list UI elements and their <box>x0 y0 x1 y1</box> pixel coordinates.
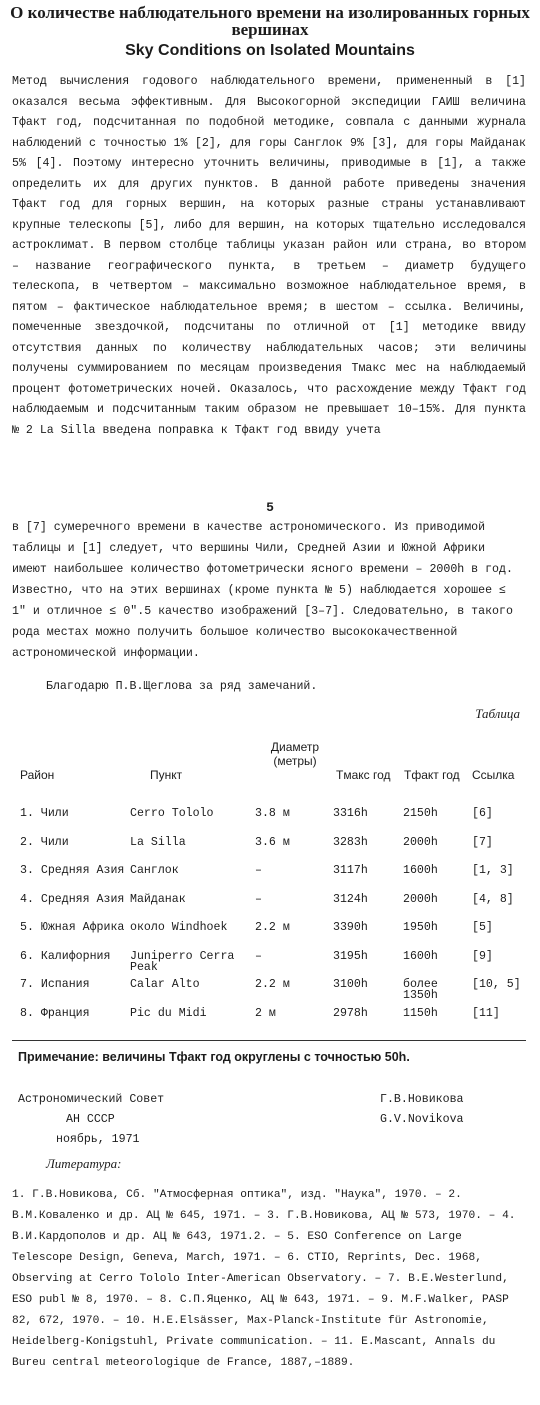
cell-point: Juniperro Cerra Peak <box>130 949 235 974</box>
cell-point: Майданак <box>130 892 186 906</box>
cell-tfact: 1950h <box>403 921 438 934</box>
signature-name-en: G.V.Novikova <box>380 1113 464 1126</box>
cell-region: 6. Калифорния <box>20 949 111 963</box>
header-point: Пункт <box>150 768 183 782</box>
cell-point: Pic du Midi <box>130 1006 207 1020</box>
cell-diameter: – <box>255 892 262 906</box>
header-tmax: Tмакс год <box>336 768 391 782</box>
cell-region: 2. Чили <box>20 835 69 849</box>
cell-tmax: 3117h <box>333 864 368 877</box>
cell-tfact: 1150h <box>403 1006 438 1020</box>
cell-tmax: 3390h <box>333 921 368 934</box>
cell-diameter: 2 м <box>255 1006 276 1020</box>
cell-tfact: 1600h <box>403 864 438 877</box>
cell-ref: [6] <box>472 807 493 820</box>
cell-tfact: 2150h <box>403 807 438 820</box>
signature-org1: Астрономический Совет <box>18 1093 165 1106</box>
cell-diameter: 3.8 м <box>255 807 290 820</box>
cell-ref: [11] <box>472 1006 500 1020</box>
cell-region: 8. Франция <box>20 1006 90 1020</box>
cell-ref: [7] <box>472 835 493 849</box>
cell-point: La Silla <box>130 835 186 849</box>
cell-diameter: – <box>255 949 262 963</box>
cell-point: Calar Alto <box>130 978 200 991</box>
cell-region: 4. Средняя Азия <box>20 892 125 906</box>
cell-ref: [10, 5] <box>472 978 521 991</box>
cell-tfact: 2000h <box>403 835 438 849</box>
acknowledgement: Благодарю П.В.Щеглова за ряд замечаний. <box>46 680 318 693</box>
cell-tmax: 2978h <box>333 1006 368 1020</box>
header-region: Район <box>20 768 55 782</box>
cell-diameter: 3.6 м <box>255 835 290 849</box>
signature-name-ru: Г.В.Новикова <box>380 1093 464 1106</box>
table-note: Примечание: величины Tфакт год округлены с точностью 50h. <box>18 1050 410 1064</box>
cell-diameter: 2.2 м <box>255 978 290 991</box>
cell-region: 5. Южная Африка <box>20 921 125 934</box>
header-tfact: Tфакт год <box>404 768 460 782</box>
cell-ref: [5] <box>472 921 493 934</box>
cell-point: Санглок <box>130 864 179 877</box>
signature-org2: АН СССР <box>66 1113 115 1126</box>
table-divider <box>12 1040 526 1041</box>
references-list: 1. Г.В.Новикова, Сб. "Атмосферная оптика", изд. "Наука", 1970. – 2. В.М.Коваленко и др. АЦ № 645, 1971. – 3. Г.В.Новикова, АЦ № 573, 1970. – 4. В.И.Кардополов и др. АЦ № 643, 1971.2. – 5. ESO Conference on Large Telescope Design, Geneva, March, 1971. – 6. CTIO, Reprints, Dec. 1968, Observing at Cerro Tololo Inter-American Observatory. – 7. B.E.Westerlund, ESO publ № 8, 1970. – 8. С.П.Яценко, АЦ № 643, 1971. – 9. M.F.Walker, PASP 82, 672, 1970. – 10. Н.Е.Elsässer, Max-Planck-Institute für Astronomie, Heidelberg-Konigstuhl, Private communication. – 11. E.Mascant, Annals du Bureu central meteorologique de France, 1887,–1889. <box>12 1189 516 1369</box>
cell-tfact: 2000h <box>403 892 438 906</box>
cell-ref: [4, 8] <box>472 892 514 906</box>
cell-tmax: 3124h <box>333 892 368 906</box>
signature-left <box>18 1090 238 1150</box>
cell-region: 1. Чили <box>20 807 69 820</box>
cell-tmax: 3283h <box>333 835 368 849</box>
signature-date: ноябрь, 1971 <box>56 1133 140 1146</box>
cell-tmax: 3316h <box>333 807 368 820</box>
cell-tfact: 1600h <box>403 949 438 963</box>
header-ref: Ссылка <box>472 768 515 782</box>
cell-diameter: – <box>255 864 262 877</box>
cell-point: Cerro Tololo <box>130 807 214 820</box>
cell-region: 3. Средняя Азия <box>20 864 125 877</box>
table-label: Таблица <box>475 706 520 721</box>
cell-diameter: 2.2 м <box>255 921 290 934</box>
cell-tmax: 3100h <box>333 978 368 991</box>
cell-point: около Windhoek <box>130 921 228 934</box>
cell-tfact: более 1350h <box>403 978 438 1002</box>
page-number: 5 <box>266 500 274 515</box>
cell-ref: [9] <box>472 949 493 963</box>
paragraph-2: в [7] сумеречного времени в качестве астрономического. Из приводимой таблицы и [1] следует, что вершины Чили, Средней Азии и Южной Африки имеют наибольшее количество фотометрически ясного времени – 2000h в год. Известно, что на этих вершинах (кроме пункта № 5) наблюдается хорошее ≤ 1" и отличное ≤ 0".5 качество изображений [3–7]. Следовательно, в такого рода местах можно получить большое количество высококачественной астрономической информации. <box>12 521 513 660</box>
references-heading: Литература: <box>46 1156 122 1171</box>
title-en: Sky Conditions on Isolated Mountains <box>125 42 415 59</box>
header-diameter: Диаметр (метры) <box>270 740 320 768</box>
cell-tmax: 3195h <box>333 949 368 963</box>
title-ru: О количестве наблюдательного времени на изолированных горных вершинах <box>10 3 530 39</box>
signature-right <box>380 1090 530 1130</box>
cell-region: 7. Испания <box>20 978 90 991</box>
cell-ref: [1, 3] <box>472 864 514 877</box>
paragraph-1: Метод вычисления годового наблюдательного времени, примененный в [1] оказался весьма эффективным. Для Высокогорной экспедиции ГАИШ величина Tфакт год, подсчитанная по подобной методике, совпала с данными журнала наблюдений с точностью 1% [2], для горы Санглок 9% [3], для горы Майданак 5% [4]. Поэтому интересно уточнить величины, приводимые в [1], а также определить их для других пунктов. В данной работе приведены значения Tфакт год для горных вершин, на которых разные страны устанавливают крупные телескопы [5], либо для вершин, на которых тщательно исследовался астроклимат. В первом столбце таблицы указан район или страна, во втором – название географического пункта, в третьем – диаметр будущего телескопа, в четвертом – максимально возможное наблюдательное время, в пятом – фактическое наблюдательное время; в шестом – ссылка. Величины, помеченные звездочкой, подсчитаны по отличной от [1] методике ввиду отсутствия данных по количеству наблюдательных часов; эти величины получены суммированием по месяцам произведения Tмакс мес на наблюдаемый процент фотометрических ночей. Оказалось, что расхождение между Tфакт год наблюдаемым и подсчитанным таким образом не превышает 10–15%. Для пункта № 2 La Silla введена поправка к Tфакт год ввиду учета <box>12 75 526 437</box>
